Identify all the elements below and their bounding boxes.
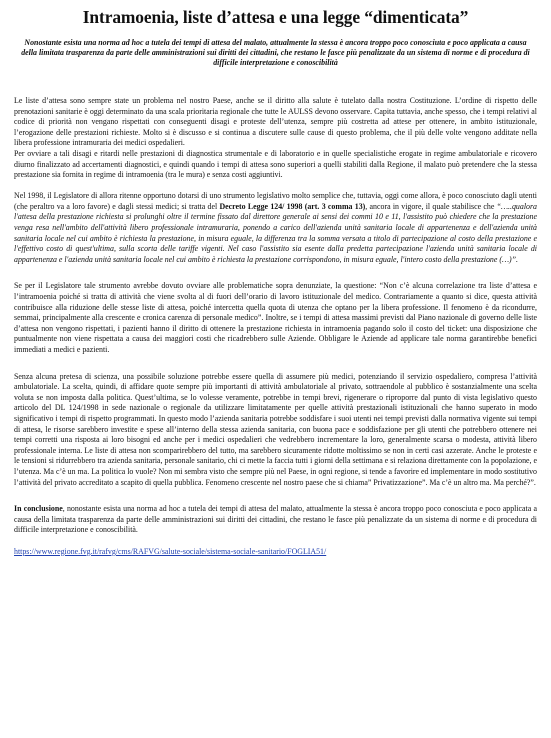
source-link[interactable]: https://www.regione.fvg.it/rafvg/cms/RAFVG/salute-sociale/sistema-sociale-sanitario/FOGLIA51/ xyxy=(14,546,327,556)
paragraph-solution: Senza alcuna pretesa di scienza, una possibile soluzione potrebbe essere quella di assumere più medici, potenziando il servizio ospedaliero, compresa l’attività ambulatoriale. La scelta, quindi, di affidare quote sempre più importanti di attività ambulatoriale al privato, sottraendole al pubblico è sostanzialmente una scelta voluta se non imposta dalla politica. Quest’ultima, se lo volesse veramente, potrebbe in tempi brevi, rigenerare o riproporre dal punto di vista legislativo questo articolo del DL 124/1998 in sede nazionale o regionale da utilizzare limitatamente per quelle attività prestazionali istituzionali che hanno superato in modo significativo i tempi di rispetto programmati. In questo modo l’azienda sanitaria potrebbe soddisfare i suoi utenti nei tempi previsti dalla normativa vigente sui tempi di attesa, le risorse sarebbero investite e spese all’interno della stessa azienda sanitaria, con buona pace e soddisfazione per gli utenti che potrebbero ottenere nei tempi corretti una risposta ai loro bisogni ed anche per i medici ospedalieri che vedrebbero incrementare la loro, generalmente scarsa o modesta, attività libero professionale interna. Le liste di attesa non scomparirebbero del tutto, ma sarebbero sicuramente ridotte moltissimo se non in certi casi azzerate. Anche le proteste e le tensioni si ridurrebbero tra azienda sanitaria, personale sanitario, chi ci mette la faccia tutti i giorni della settimana e si relaziona direttamente con la popolazione, e l’utenza. Ma c’è un ma. La politica lo vuole? Non mi sembra visto che sempre più nel Paese, in ogni regione, si tende a favorire ed implementare in modo sostitutivo l’attività del privato accreditato a scapito di quella pubblica. Fenomeno crescente nel nostro paese che si chiama” Privatizzazione”. Ma c’è un altro ma. Ma perché?”. xyxy=(14,371,537,487)
paragraph-debate: Se per il Legislatore tale strumento avrebbe dovuto ovviare alle problematiche sopra denunziate, la questione: “Non c’è alcuna correlazione tra liste d’attesa e l’intramoenia poiché si tratta di attività che viene svolta al di fuori dell’orario di lavoro istituzionale del medico. Contrariamente a quanto si dice, questa attività contribuisce alla riduzione delle stesse liste di attesa, poiché intercetta quella quota di utenza che optano per la libera professione. Il fenomeno è da ricondurre, semmai, principalmente alla crescente e cronica carenza di personale medico”. Inoltre, se i tempi di attesa massimi previsti dal Piano nazionale di governo delle liste d’attesa non vengono rispettati, i pazienti hanno il diritto di ottenere la prestazione richiesta in intramoenia pagando solo il costo del ticket: una disposizione che puntualmente non viene rispettata a causa dei maggiori costi che ricadrebbero sulle Aziende. Obbligare le Aziende ad applicare tale norma garantirebbe benefici immediati a medici e pazienti. xyxy=(14,281,537,354)
law-intro-text: Nel 1998, il Legislatore di allora ritenne opportuno dotarsi di uno strumento legislativo molto semplice che, tuttavia, oggi come allora, è poco conosciuto dagli utenti (che peraltro va a loro favore) e dagli stessi medici; si tratta del xyxy=(14,191,537,211)
law-reference: Decreto Legge 124/ 1998 (art. 3 comma 13) xyxy=(219,201,366,211)
conclusion-label: In conclusione xyxy=(14,504,63,514)
paragraph-law xyxy=(14,191,537,265)
article-title: Intramoenia, liste d’attesa e una legge “dimenticata” xyxy=(82,7,469,27)
article-lead: Nonostante esista una norma ad hoc a tutela dei tempi di attesa del malato, attualmente la stessa è ancora troppo poco conosciuta e poco applicata a causa della limitata trasparenza da parte delle amministrazioni sui diritti dei cittadini, che restano le fasce più penalizzate da un sistema di norme e di procedura di difficile interpretazione e conoscibilità xyxy=(21,38,530,67)
law-connector-text: , ancora in vigore, il quale stabilisce che xyxy=(365,201,497,211)
paragraph-intro: Le liste d’attesa sono sempre state un problema nel nostro Paese, anche se il diritto alla salute è tutelato dalla nostra Costituzione. L’ordine di rispetto delle prenotazioni sanitarie è oggi determinato da una scala prioritaria regionale che tutte le AULSS devono osservare. Capita tuttavia, anche spesso, che i tempi relativi al codice di priorità non vengano rispettati con conseguenti disagi e proteste dell’utenza, sempre più costretta ad attese per ottenere, in ambito istituzionale, l’erogazione delle prestazioni richieste. Molto si è discusso e si continua a discutere sulle cause di questo problema, che il più delle volte vengono additate nella libera professione intramuraria dei medici ospedalieri. xyxy=(14,96,537,148)
conclusion-text: , nonostante esista una norma ad hoc a tutela dei tempi di attesa del malato, attualmente la stessa è ancora troppo poco conosciuta e poco applicata a causa della limitata trasparenza da parte delle amministrazioni sui diritti dei cittadini, che restano le fasce più penalizzate da un sistema di norme e di procedura di difficile interpretazione e conoscibilità. xyxy=(14,504,537,535)
law-quote: “…..qualora l'attesa della prestazione richiesta si prolunghi oltre il termine fissato dal direttore generale ai sensi dei commi 10 e 11, l'assistito può chiedere che la prestazione venga resa nell'ambito dell'attività libero professionale intramuraria, ponendo a carico dell'azienda unità sanitaria locale di appartenenza e dell'azienda unità sanitaria locale nel cui ambito è richiesta la prestazione, in misura eguale, la differenza tra la somma versata a titolo di partecipazione al costo della prestazione e l'effettivo costo di quest'ultima, sulla scorta delle tariffe vigenti. Nel caso l'assistito sia esente dalla predetta partecipazione l'azienda unità sanitaria locale di appartenenza e l'azienda unità sanitaria locale nel cui ambito è richiesta la prestazione corrispondono, in misura eguale, l'intero costo della prestazione (…)”. xyxy=(14,201,537,264)
paragraph-conclusion xyxy=(14,504,537,536)
paragraph-remedy: Per ovviare a tali disagi e ritardi nelle prestazioni di diagnostica strumentale e di laboratorio e in quelle specialistiche erogate in regime ambulatoriale e ricovero diurno finalizzato ad accertamenti diagnostici, e quindi quando i tempi di attesa sono superiori a quelli stabiliti dalla Regione, il malato può pretendere che la stessa prestazione sia fornita in regime di intramoenia (tra le mura) e senza costi aggiuntivi. xyxy=(14,148,537,180)
